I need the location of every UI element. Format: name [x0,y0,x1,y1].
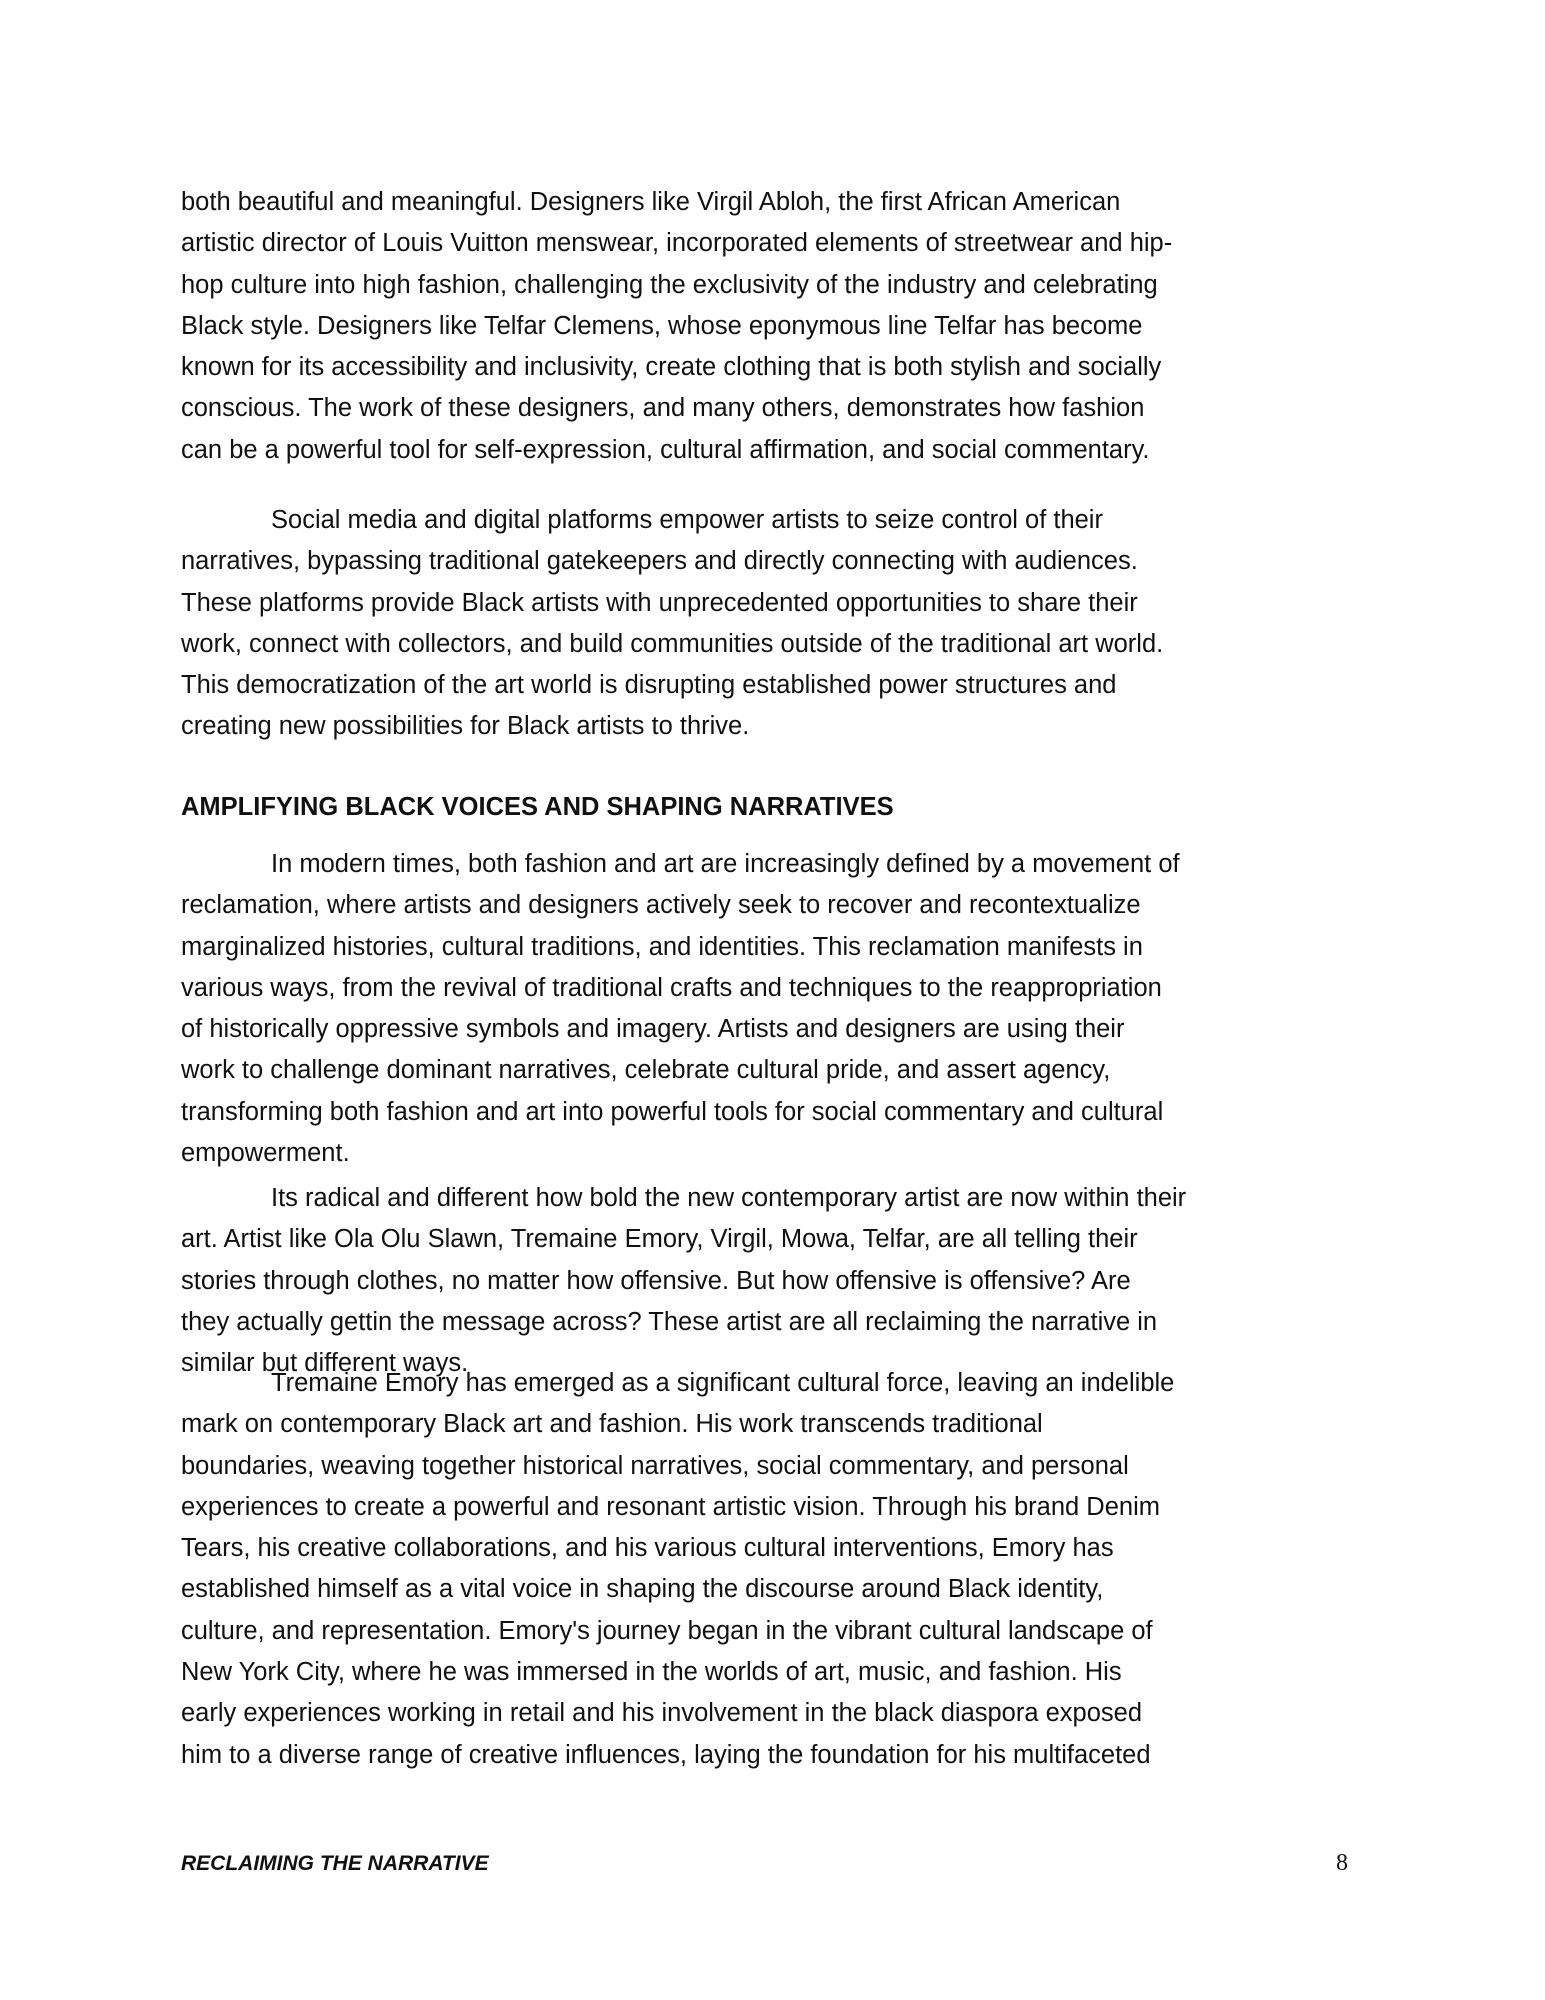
paragraph-line: established himself as a vital voice in shaping the discourse around Black identity, [181,1575,1104,1604]
paragraph-line: In modern times, both fashion and art are increasingly defined by a movement of [271,850,1180,878]
paragraph-line: These platforms provide Black artists with unprecedented opportunities to share their [181,588,1138,617]
paragraph-line: mark on contemporary Black art and fashion. His work transcends traditional [181,1410,1043,1439]
paragraph-line: early experiences working in retail and his involvement in the black diaspora exposed [181,1699,1143,1728]
paragraph [181,500,1381,748]
page-number: 8 [1336,1850,1348,1876]
paragraph-line: artistic director of Louis Vuitton menswear, incorporated elements of streetwear and hip- [181,229,1173,258]
paragraph-line: narratives, bypassing traditional gatekeepers and directly connecting with audiences. [181,547,1138,576]
paragraph-line: similar but different ways. [181,1349,469,1378]
paragraph-line: they actually gettin the message across? These artist are all reclaiming the narrative in [181,1307,1158,1336]
section-heading-text: AMPLIFYING BLACK VOICES AND SHAPING NARRATIVES [181,793,894,821]
paragraph-line: This democratization of the art world is disrupting established power structures and [181,671,1117,700]
paragraph-line: marginalized histories, cultural traditions, and identities. This reclamation manifests in [181,932,1143,961]
paragraph-line: work to challenge dominant narratives, celebrate cultural pride, and assert agency, [181,1056,1111,1085]
paragraph [181,1363,1381,1776]
paragraph-line: transforming both fashion and art into powerful tools for social commentary and cultural [181,1097,1164,1126]
paragraph-line: boundaries, weaving together historical narratives, social commentary, and personal [181,1451,1129,1480]
paragraph-line: him to a diverse range of creative influences, laying the foundation for his multifaceted [181,1740,1151,1769]
paragraph-line: stories through clothes, no matter how offensive. But how offensive is offensive? Are [181,1266,1131,1295]
paragraph-line: work, connect with collectors, and build communities outside of the traditional art world. [181,629,1164,658]
paragraph-line: Tears, his creative collaborations, and his various cultural interventions, Emory has [181,1534,1114,1563]
paragraph-line: known for its accessibility and inclusivity, create clothing that is both stylish and socially [181,353,1162,382]
paragraph-line: Tremaine Emory has emerged as a significant cultural force, leaving an indelible [271,1369,1175,1397]
paragraph-line: New York City, where he was immersed in the worlds of art, music, and fashion. His [181,1658,1122,1687]
paragraph-line: of historically oppressive symbols and imagery. Artists and designers are using their [181,1015,1125,1044]
paragraph [181,844,1381,1174]
running-footer-title: RECLAIMING THE NARRATIVE [181,1852,489,1875]
paragraph-line: can be a powerful tool for self-expression, cultural affirmation, and social commentary. [181,435,1150,464]
paragraph-line: creating new possibilities for Black artists to thrive. [181,712,750,741]
paragraph [181,182,1381,471]
paragraph-line: various ways, from the revival of traditional crafts and techniques to the reappropriation [181,973,1162,1002]
section-heading [181,787,1381,828]
paragraph-line: Its radical and different how bold the new contemporary artist are now within their [271,1184,1187,1212]
paragraph-line: empowerment. [181,1139,350,1168]
paragraph [181,1178,1381,1384]
paragraph-line: hop culture into high fashion, challenging the exclusivity of the industry and celebrating [181,270,1158,299]
paragraph-line: both beautiful and meaningful. Designers like Virgil Abloh, the first African American [181,188,1121,216]
paragraph-line: Black style. Designers like Telfar Clemens, whose eponymous line Telfar has become [181,311,1143,340]
paragraph-line: Social media and digital platforms empower artists to seize control of their [271,506,1103,534]
paragraph-line: conscious. The work of these designers, and many others, demonstrates how fashion [181,394,1145,423]
paragraph-line: experiences to create a powerful and resonant artistic vision. Through his brand Denim [181,1492,1160,1521]
paragraph-line: art. Artist like Ola Olu Slawn, Tremaine Emory, Virgil, Mowa, Telfar, are all telling their [181,1225,1138,1254]
paragraph-line: culture, and representation. Emory's journey began in the vibrant cultural landscape of [181,1616,1153,1645]
paragraph-line: reclamation, where artists and designers actively seek to recover and recontextualize [181,891,1141,920]
